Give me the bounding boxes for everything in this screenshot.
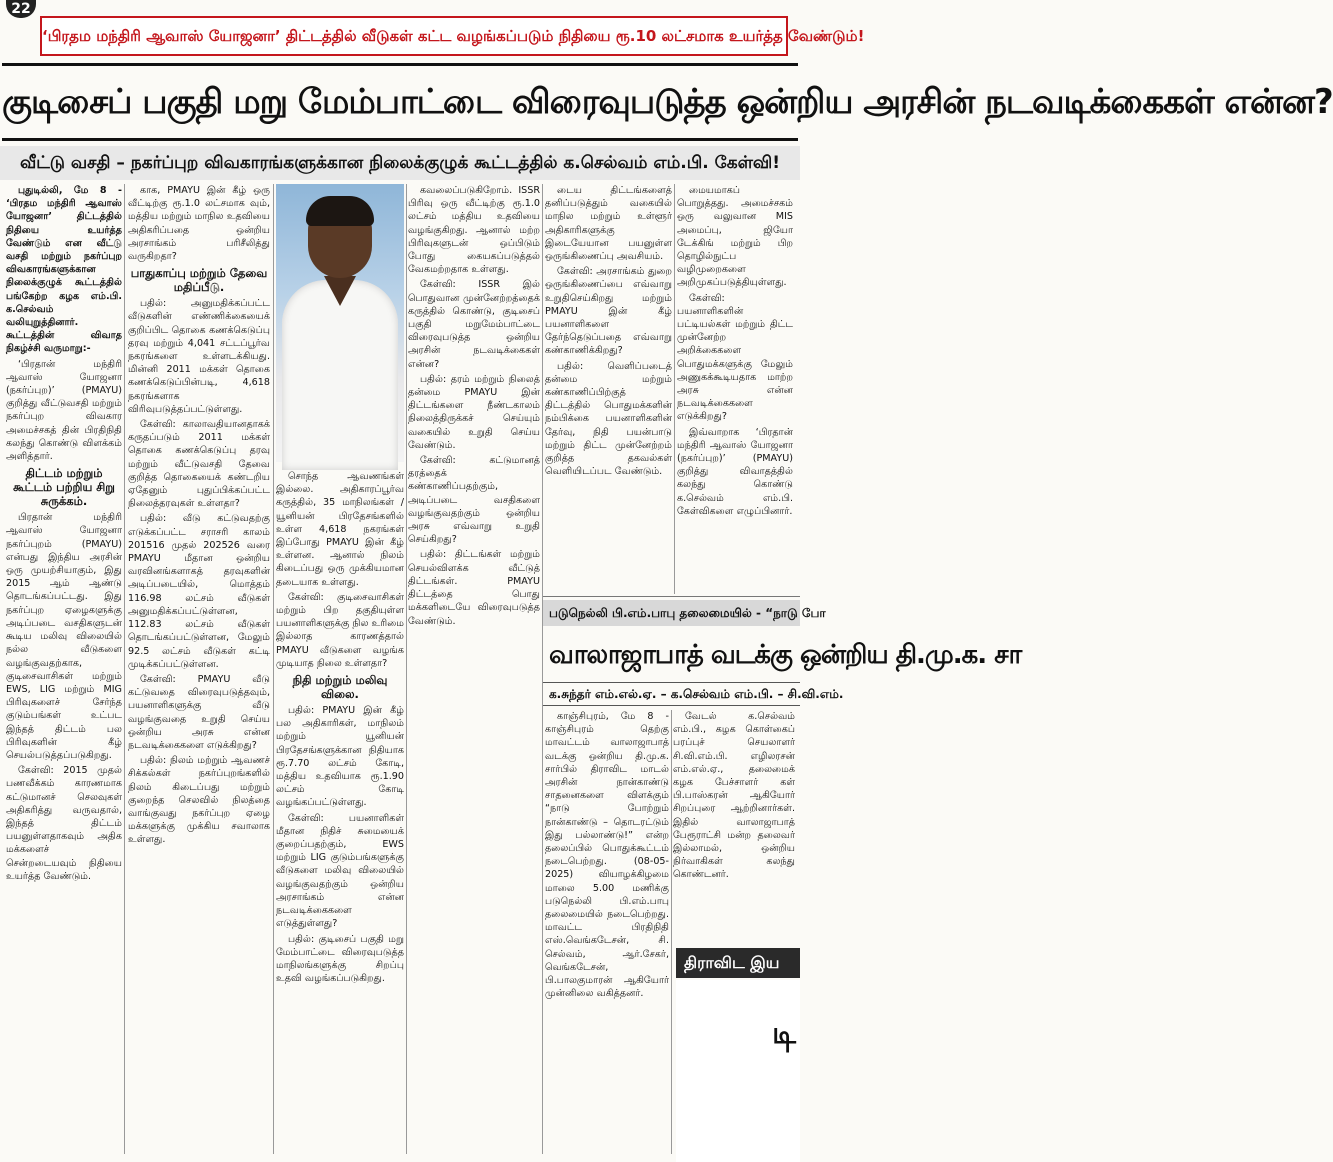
section-divider bbox=[543, 596, 800, 597]
page-number: 22 bbox=[6, 0, 36, 18]
article-paragraph: கவலைப்படுகிறோம். ISSR பிரிவு ஒரு வீட்டிற்கு ரூ.1.0 லட்சம் மத்திய உதவியை வழங்குகிறது. ஆனால் மற்ற பிரிவுகளுடன் ஒப்பிடும் போது கையகப்படுத்தல் வேகமற்றதாக உள்ளது. bbox=[408, 185, 540, 276]
article-paragraph: பதில்: குடிசைப் பகுதி மறு மேம்பாட்டை விரைவுபடுத்த மாநிலங்களுக்கு சிறப்பு உதவி வழங்கப்படுகிறது. bbox=[276, 933, 404, 985]
section-subheading: திட்டம் மற்றும் கூட்டம் பற்றிய சிறு சுருக்கம். bbox=[13, 466, 115, 509]
article-paragraph: கேள்வி: PMAYU வீடு கட்டுவதை விரைவுபடுத்தவும், பயனாளிகளுக்கு வீடு வழங்குவதை உறுதி செய்ய ஒன்றிய அரசு என்ன நடவடிக்கைகளை எடுக்கிறது? bbox=[128, 673, 270, 751]
article-column-4 bbox=[408, 184, 540, 1154]
article-paragraph: பதில்: தரம் மற்றும் நிலைத் தன்மை PMAYU இன் திட்டங்களை நீண்டகாலம் நிலைத்திருக்கச் செய்யும் வகையில் உறுதி செய்ய வேண்டும். bbox=[408, 373, 540, 451]
article-paragraph: இவ்வாறாக ‘பிரதான் மந்திரி ஆவாஸ் யோஜனா (நகர்ப்புற)’ (PMAYU) குறித்து விவாதத்தில் கலந்து கொண்டு க.செல்வம் எம்.பி. கேள்விகளை எழுப்பினார். bbox=[677, 426, 793, 517]
article-paragraph: கேள்வி: காலாவதியானதாகக் கருதப்படும் 2011 மக்கள் தொகை கணக்கெடுப்பு தரவு மற்றும் வீட்டுவசதி தேவை குறித்த தொகையைக் கண்டறிய ஏதேனும் புதுப்பிக்கப்பட்ட நிலைத்தரவுகள் உள்ளதா? bbox=[128, 419, 270, 510]
kicker-headline: ‘பிரதம மந்திரி ஆவாஸ் யோஜனா’ திட்டத்தில் வீடுகள் கட்ட வழங்கப்படும் நிதியை ரூ.10 லட்சமாக உயர்த்த வேண்டும்! bbox=[40, 16, 788, 56]
article-paragraph: டைய திட்டங்களைத் தனிப்படுத்தும் வகையில் மாநில மற்றும் உள்ளூர் அதிகாரிகளுக்கு இடையேயான பயனுள்ள ஒருங்கிணைப்பு அவசியம். bbox=[545, 185, 672, 263]
article-column-1 bbox=[6, 184, 122, 1154]
article-column-5 bbox=[545, 184, 672, 594]
article-paragraph: பதில்: வெளிப்படைத் தன்மை மற்றும் கண்காணிப்பிற்குத் திட்டத்தில் பொதுமக்களின் நம்பிக்கை பயனாளிகளின் தேர்வு, நிதி பயன்பாடு மற்றும் திட்ட முன்னேற்றம் குறித்த தகவல்கள் வெளியிடப்பட வேண்டும். bbox=[545, 360, 672, 478]
article-paragraph: காக, PMAYU இன் கீழ் ஒரு வீட்டிற்கு ரூ.1.0 லட்சமாக வும், மத்திய மற்றும் மாநில உதவியை அதிகரிப்பதை ஒன்றிய அரசாங்கம் பரிசீலித்து வருகிறதா? bbox=[128, 185, 270, 263]
article-paragraph: பதில்: திட்டங்கள் மற்றும் செயல்விளக்க வீட்டுத் திட்டங்கள். PMAYU திட்டத்தை பொது மக்களிடையே விரைவுபடுத்த வேண்டும். bbox=[408, 549, 540, 627]
advert-banner: திராவிட இய bbox=[676, 948, 800, 978]
second-article-column-1 bbox=[545, 710, 669, 1154]
main-headline: குடிசைப் பகுதி மறு மேம்பாட்டை விரைவுபடுத்த ஒன்றிய அரசின் நடவடிக்கைகள் என்ன? bbox=[2, 63, 798, 141]
portrait-photo bbox=[276, 184, 404, 462]
article-paragraph: கேள்வி: பயனாளிகள் மீதான நிதிச் சுமையைக் குறைப்பதற்கும், EWS மற்றும் LIG குடும்பங்களுக்கு வீடுகளை மலிவு விலையில் வழங்குவதற்கும் ஒன்றிய அரசாங்கம் என்ன நடவடிக்கைகளை எடுத்துள்ளது? bbox=[276, 812, 404, 930]
article-paragraph: பதில்: அனுமதிக்கப்பட்ட வீடுகளின் எண்ணிக்கையைக் குறிப்பிட தொகை கணக்கெடுப்பு தரவு மற்றும் 4,041 சட்டப்பூர்வ நகரங்களை உள்ளடக்கியது. மின்னி 2011 மக்கள் தொகை கணக்கெடுப்பின்படி, 4,618 நகரங்களாக விரிவுபடுத்தப்பட்டுள்ளது. bbox=[128, 298, 270, 415]
column-divider bbox=[124, 184, 125, 1154]
second-article-column-2 bbox=[673, 710, 795, 944]
article-paragraph: பதில்: நிலம் மற்றும் ஆவணச் சிக்கல்கள் நகர்ப்புறங்களில் நிலம் கிடைப்பது மற்றும் குறைந்த செலவில் நிலத்தை வாங்குவது நகர்ப்புற ஏழை மக்களுக்கு முக்கிய சவாலாக உள்ளது. bbox=[128, 755, 270, 846]
second-article-kicker: படுநெல்லி பி.எம்.பாபு தலைமையில் - “நாடு போ bbox=[543, 600, 800, 626]
article-paragraph: வேடல் க.செல்வம் எம்.பி., கழக கொள்கைப் பரப்புச் செயலாளர் சி.வி.எம்.பி. எழிலரசன் எம்.எல்.ஏ., தலைமைக் கழக பேச்சாளர் கள் பி.பாஸ்கரன் ஆகியோர் சிறப்புரை ஆற்றினார்கள். இதில் வாலாஜாபாத் பேரூராட்சி மன்ற தலைவர் இல்லாமல், ஒன்றிய நிர்வாகிகள் கலந்து கொண்டனர். bbox=[673, 711, 795, 881]
sub-headline: வீட்டு வசதி – நகர்ப்புற விவகாரங்களுக்கான நிலைக்குழுக் கூட்டத்தில் க.செல்வம் எம்.பி. கேள்வி! bbox=[0, 146, 800, 180]
article-paragraph: கேள்வி: கட்டுமானத் தரத்தைக் கண்காணிப்பதற்கும், அடிப்படை வசதிகளை வழங்குவதற்கும் ஒன்றிய அரசு எவ்வாறு உறுதி செய்கிறது? bbox=[408, 455, 540, 546]
advert-glyph: டி bbox=[772, 1016, 796, 1051]
article-lead: புதுடில்லி, மே 8 - ‘பிரதம மந்திரி ஆவாஸ் யோஜனா’ திட்டத்தில் நிதியை உயர்த்த வேண்டும் என வீட்டு வசதி மற்றும் நகர்ப்புற விவகாரங்களுக்கான நிலைக்குழுக் கூட்டத்தில் பங்கேற்ற கழக எம்.பி. க.செல்வம் வலியுறுத்தினார். கூட்டத்தின் விவாத நிகழ்ச்சி வருமாறு:- bbox=[6, 185, 122, 355]
column-divider bbox=[406, 184, 407, 1154]
section-subheading: நிதி மற்றும் மலிவு விலை. bbox=[292, 673, 388, 702]
advert-box bbox=[676, 980, 800, 1162]
article-paragraph: மையமாகப் பொறுத்தது. அமைச்சகம் ஒரு வலுவான MIS அமைப்பு, ஜியோ டேக்கிங் மற்றும் பிற தொழில்நுட்ப வழிமுறைகளை அறிமுகப்படுத்தியுள்ளது. bbox=[677, 185, 793, 289]
photo-shirt bbox=[282, 280, 398, 470]
article-paragraph: காஞ்சிபுரம், மே 8 - காஞ்சிபுரம் தெற்கு மாவட்டம் வாலாஜாபாத் வடக்கு ஒன்றிய தி.மு.க. சார்பில் திராவிட மாடல் அரசின் நான்காண்டு சாதனைகளை விளக்கும் “நாடு போற்றும் நான்காண்டு – தொடரட்டும் இது பல்லாண்டு!” என்ற தலைப்பில் பொதுக்கூட்டம் நடைபெற்றது. (08-05-2025) வியாழக்கிழமை மாலை 5.00 மணிக்கு படுநெல்லி பி.எம்.பாபு தலைமையில் நடைபெற்றது. மாவட்ட பிரதிநிதி எஸ்.வெங்கடேசன், சி. செல்வம், ஆர்.சேகர், வெங்கடேசன், பி.பாலகுமாரன் ஆகியோர் முன்னிலை வகித்தனர். bbox=[545, 711, 669, 1000]
article-column-2 bbox=[128, 184, 270, 1154]
column-divider bbox=[674, 184, 675, 594]
article-paragraph: கேள்வி: குடிசைவாசிகள் மற்றும் பிற தகுதியுள்ள பயனாளிகளுக்கு நில உரிமை இல்லாத காரணத்தால் PMAYU வீடுகளை வழங்க முடியாத நிலை உள்ளதா? bbox=[276, 591, 404, 669]
section-subheading: பாதுகாப்பு மற்றும் தேவை மதிப்பீடு. bbox=[130, 266, 268, 295]
article-paragraph: கேள்வி: பயனாளிகளின் பட்டியல்கள் மற்றும் திட்ட முன்னேற்ற அறிக்கைகளை பொதுமக்களுக்கு மேலும் அணுகக்கூடியதாக மாற்ற அரசு என்ன நடவடிக்கைகளை எடுக்கிறது? bbox=[677, 292, 793, 423]
article-column-3 bbox=[276, 470, 404, 1154]
article-paragraph: கேள்வி: 2015 முதல் பணவீக்கம் காரணமாக கட்டுமானச் செலவுகள் அதிகரித்து வருவதால், இந்தத் திட்டம் பயனுள்ளதாகவும் அதிக மக்களைச் சென்றடையவும் நிதியை உயர்த்த வேண்டும். bbox=[6, 765, 122, 882]
article-column-6 bbox=[677, 184, 793, 594]
photo-hair bbox=[306, 196, 374, 226]
article-paragraph: சொந்த ஆவணங்கள் இல்லை. அதிகாரப்பூர்வ கருத்தில், 35 மாநிலங்கள் / யூனியன் பிரதேசங்களில் உள்ள 4,618 நகரங்கள் இப்போது PMAYU இன் கீழ் உள்ளன. ஆனால் நிலம் கிடைப்பது ஒரு முக்கியமான தடையாக உள்ளது. bbox=[276, 471, 404, 588]
article-paragraph: கேள்வி: அரசாங்கம் துறை ஒருங்கிணைப்பை எவ்வாறு உறுதிசெய்கிறது மற்றும் PMAYU இன் கீழ் பயனாளிகளை தேர்ந்தெடுப்பதை எவ்வாறு கண்காணிக்கிறது? bbox=[545, 266, 672, 357]
second-article-headline: வாலாஜாபாத் வடக்கு ஒன்றிய தி.மு.க. சா bbox=[549, 640, 1022, 670]
second-article-byline: க.சுந்தர் எம்.எல்.ஏ. – க.செல்வம் எம்.பி. – சி.வி.எம். bbox=[543, 682, 800, 706]
column-divider bbox=[273, 184, 274, 1154]
article-paragraph: ‘பிரதான் மந்திரி ஆவாஸ் யோஜனா (நகர்ப்புற)’ (PMAYU) குறித்து வீட்டுவசதி மற்றும் நகர்ப்புற விவகார அமைச்சகத் தின் பிரதிநிதி கலந்து கொண்டு விளக்கம் அளித்தார். bbox=[6, 358, 122, 463]
column-divider bbox=[671, 710, 672, 1154]
article-paragraph: பதில்: PMAYU இன் கீழ் பல அதிகாரிகள், மாநிலம் மற்றும் யூனியன் பிரதேசங்களுக்கான நிதியாக ரூ.7.70 லட்சம் கோடி, மத்திய உதவியாக ரூ.1.90 லட்சம் கோடி வழங்கப்பட்டுள்ளது. bbox=[276, 705, 404, 809]
article-paragraph: பதில்: வீடு கட்டுவதற்கு எடுக்கப்பட்ட சராசரி காலம் 201516 முதல் 202526 வரை PMAYU மீதான ஒன்றிய வரவினங்களாகத் தரவுகளின் அடிப்படையில், மொத்தம் 116.98 லட்சம் வீடுகள் அனுமதிக்கப்பட்டுள்ளன, 112.83 லட்சம் வீடுகள் தொடங்கப்பட்டுள்ளன, மேலும் 92.5 லட்சம் வீடுகள் கட்டி முடிக்கப்பட்டுள்ளன. bbox=[128, 513, 270, 670]
article-paragraph: பிரதான் மந்திரி ஆவாஸ் யோஜனா நகர்ப்புறம் (PMAYU) என்பது இந்திய அரசின் ஒரு முயற்சியாகும், இது 2015 ஆம் ஆண்டு தொடங்கப்பட்டது. இது நகர்ப்புற ஏழைகளுக்கு அடிப்படை வசதிகளுடன் கூடிய மலிவு விலையில் நல்ல வீடுகளை வழங்குவதற்காக, குடிசைவாசிகள் மற்றும் EWS, LIG மற்றும் MIG பிரிவுகளைச் சேர்ந்த குடும்பங்கள் உட்பட இந்தத் திட்டம் பல பிரிவுகளின் கீழ் செயல்படுத்தப்படுகிறது. bbox=[6, 512, 122, 761]
article-paragraph: கேள்வி: ISSR இல் பொதுவான முன்னேற்றத்தைக் கருத்தில் கொண்டு, குடிசைப் பகுதி மறுமேம்பாட்டை விரைவுபடுத்த ஒன்றிய அரசின் நடவடிக்கைகள் என்ன? bbox=[408, 279, 540, 370]
